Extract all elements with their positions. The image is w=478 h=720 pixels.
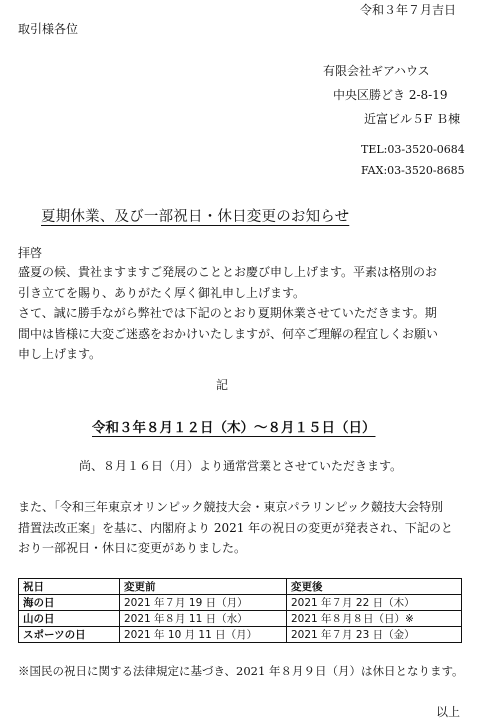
closing: 以上 <box>436 705 461 719</box>
footnote: ※国民の祝日に関する法律規定に基づき、2021 年８月９日（月）は休日となります。 <box>18 664 464 678</box>
sender-company: 有限会社ギアハウス <box>323 64 430 78</box>
body-paragraph <box>18 262 438 365</box>
notice-title: 夏期休業、及び一部祝日・休日変更のお知らせ <box>41 209 350 225</box>
header-after: 変更後 <box>287 579 462 595</box>
ki-label: 記 <box>216 378 229 392</box>
header-holiday: 祝日 <box>19 579 120 595</box>
recipient: 取引様各位 <box>18 22 79 36</box>
table-row <box>19 611 462 627</box>
olympic-paragraph <box>18 497 453 559</box>
body-line: 盛夏の候、貴社ますますご発展のこととお慶び申し上げます。平素は格別のお <box>18 265 438 279</box>
table-header-row <box>19 579 462 595</box>
body-line: 間中は皆様に大変ご迷惑をおかけいたしますが、何卒ご理解の程宜しくお願い <box>18 326 439 341</box>
holiday-period: 令和３年８月１２日（木）～８月１５日（日） <box>92 420 376 436</box>
document-date: 令和３年７月吉日 <box>359 3 456 17</box>
olympic-line: また、「令和三年東京オリンピック競技大会・東京パラリンピック競技大会特別 <box>18 500 444 514</box>
date-after: 2021 年８月８日（日）※ <box>287 611 462 627</box>
sender-tel: TEL:03-3520-0684 <box>361 143 465 156</box>
table-row <box>19 627 462 643</box>
body-line: 引き立てを賜り、ありがたく厚く御礼申し上げます。 <box>18 285 306 300</box>
body-line: さて、誠に勝手ながら弊社では下記のとおり夏期休業させていただきます。期 <box>18 306 437 320</box>
sender-address-line-2: 近富ビル５F Ｂ棟 <box>364 112 461 126</box>
resume-notice: 尚、８月１６日（月）より通常営業とさせていただきます。 <box>79 459 403 473</box>
header-before: 変更前 <box>120 579 287 595</box>
sender-fax: FAX:03-3520-8685 <box>361 164 465 177</box>
date-after: 2021 年７月 22 日（木） <box>287 595 462 611</box>
olympic-line: 措置法改正案」を基に、内閣府より 2021 年の祝日の変更が発表され、下記のと <box>18 520 453 535</box>
greeting: 拝啓 <box>18 246 43 260</box>
body-line: 申し上げます。 <box>18 347 102 361</box>
holiday-name: 山の日 <box>19 611 120 627</box>
date-before: 2021 年７月 19 日（月） <box>120 595 287 611</box>
date-before: 2021 年 10 月 11 日（月） <box>120 627 287 643</box>
table-row <box>19 595 462 611</box>
olympic-line: おり一部祝日・休日に変更がありました。 <box>18 541 247 555</box>
date-after: 2021 年７月 23 日（金） <box>287 627 462 643</box>
holiday-name: 海の日 <box>19 595 120 611</box>
holiday-change-table <box>18 578 462 643</box>
date-before: 2021 年８月 11 日（水） <box>120 611 287 627</box>
sender-address-line-1: 中央区勝どき 2-8-19 <box>333 88 448 102</box>
holiday-name: スポーツの日 <box>19 627 120 643</box>
